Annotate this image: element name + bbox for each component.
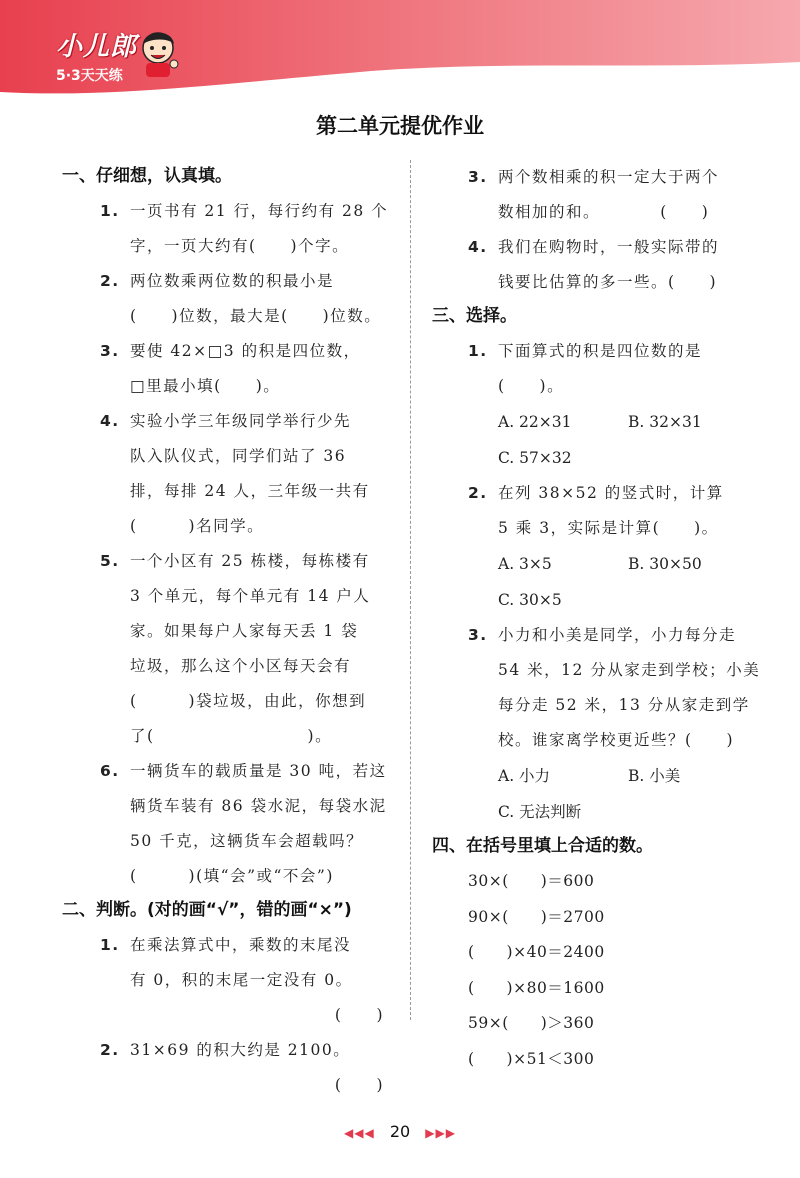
fill-item: ( )×51＜300 [468, 1049, 595, 1068]
left-column [62, 160, 394, 1103]
option-a: A. 22×31 [498, 413, 572, 431]
section-1-heading: 一、仔细想，认真填。 [62, 166, 232, 186]
question-line: 钱要比估算的多一些。( ) [498, 273, 718, 291]
question-line: ( )(填“会”或“不会”) [130, 867, 334, 885]
page-number: 20 [389, 1122, 411, 1141]
options-3-3 [432, 758, 760, 830]
question-line: 54 米，12 分从家走到学校；小美 [498, 661, 761, 679]
question-line: 辆货车装有 86 袋水泥，每袋水泥 [130, 797, 387, 815]
option-c: C. 无法判断 [498, 803, 582, 821]
option-a: A. 小力 [498, 767, 551, 785]
question-line: 50 千克，这辆货车会超载吗？ [130, 832, 364, 850]
question-line: 小力和小美是同学，小力每分走 [498, 626, 737, 644]
question-number: 2. [468, 484, 488, 502]
question-number: 2. [100, 1041, 120, 1059]
question-number: 6. [100, 762, 120, 780]
question-2-4 [432, 230, 760, 300]
question-line: 在乘法算式中，乘数的末尾没 [130, 936, 352, 954]
section-2-heading: 二、判断。(对的画“√”，错的画“×”) [62, 900, 352, 920]
left-arrows-icon: ◀◀◀ [344, 1126, 375, 1140]
option-b: B. 32×31 [628, 413, 702, 431]
question-line: 实验小学三年级同学举行少先 [130, 412, 352, 430]
question-line: ( )位数，最大是( )位数。 [130, 307, 382, 325]
question-3-2 [432, 476, 760, 546]
answer-paren: ( ) [334, 1006, 384, 1024]
question-3-3 [432, 618, 760, 758]
question-line: 31×69 的积大约是 2100。 [130, 1041, 351, 1059]
question-1-4 [62, 404, 394, 544]
question-line: 字，一页大约有( )个字。 [130, 237, 350, 255]
question-3-1 [432, 334, 760, 404]
question-line: 一页书有 21 行，每行约有 28 个 [130, 202, 389, 220]
brand-title: 小儿郎 [56, 32, 138, 62]
fill-item: 30×( )＝600 [468, 872, 595, 890]
question-line: ( )。 [498, 377, 565, 395]
question-line: 数相加的和。 ( ) [498, 203, 710, 221]
section-4-heading: 四、在括号里填上合适的数。 [432, 836, 653, 856]
question-number: 5. [100, 552, 120, 570]
question-line: 了( )。 [130, 727, 333, 745]
question-line: 垃圾，那么这个小区每天会有 [130, 657, 352, 675]
fill-item: 59×( )＞360 [468, 1014, 595, 1032]
right-column [432, 160, 760, 1077]
page-footer [0, 1122, 800, 1141]
question-number: 4. [468, 238, 488, 256]
question-1-6 [62, 754, 394, 894]
question-line: 两个数相乘的积一定大于两个 [498, 168, 720, 186]
question-number: 3. [468, 168, 488, 186]
brand-subtitle: 5·3天天练 [56, 68, 123, 84]
question-line: 两位数乘两位数的积最小是 [130, 272, 335, 290]
question-line: 一辆货车的载质量是 30 吨，若这 [130, 762, 387, 780]
question-line: ( )袋垃圾，由此，你想到 [130, 692, 367, 710]
mascot-boy-icon [138, 26, 180, 78]
question-1-5 [62, 544, 394, 754]
question-line: 在列 38×52 的竖式时，计算 [498, 484, 724, 502]
answer-paren: ( ) [334, 1076, 384, 1094]
fill-item: ( )×80＝1600 [468, 978, 605, 997]
right-arrows-icon: ▶▶▶ [425, 1126, 456, 1140]
question-line: 3 个单元，每个单元有 14 户人 [130, 587, 371, 605]
question-line: 有 0，积的末尾一定没有 0。 [130, 971, 353, 989]
question-1-3 [62, 334, 394, 404]
question-line: □里最小填( )。 [130, 377, 281, 395]
option-b: B. 小美 [628, 767, 681, 785]
question-number: 3. [468, 626, 488, 644]
fill-item: 90×( )＝2700 [468, 907, 605, 926]
question-number: 1. [468, 342, 488, 360]
question-line: 一个小区有 25 栋楼，每栋楼有 [130, 552, 370, 570]
question-line: 校。谁家离学校更近些？( ) [498, 731, 735, 749]
question-1-2 [62, 264, 394, 334]
options-3-1 [432, 404, 760, 476]
question-line: 我们在购物时，一般实际带的 [498, 238, 720, 256]
question-line: 下面算式的积是四位数的是 [498, 342, 703, 360]
question-line: 每分走 52 米，13 分从家走到学 [498, 696, 750, 714]
question-number: 1. [100, 936, 120, 954]
option-a: A. 3×5 [498, 555, 552, 573]
option-b: B. 30×50 [628, 555, 702, 573]
column-divider [410, 160, 411, 1020]
question-number: 1. [100, 202, 120, 220]
question-2-1 [62, 928, 394, 1033]
fill-item: ( )×40＝2400 [468, 943, 605, 961]
question-number: 2. [100, 272, 120, 290]
option-c: C. 30×5 [498, 591, 562, 609]
question-line: 队入队仪式，同学们站了 36 [130, 447, 347, 465]
brand-logo [56, 26, 137, 85]
section-3-heading: 三、选择。 [432, 306, 517, 326]
question-number: 3. [100, 342, 120, 360]
question-2-2 [62, 1033, 394, 1103]
option-c: C. 57×32 [498, 449, 572, 467]
question-line: ( )名同学。 [130, 517, 265, 535]
options-3-2 [432, 546, 760, 618]
page-title: 第二单元提优作业 [316, 114, 484, 138]
question-line: 5 乘 3，实际是计算( )。 [498, 519, 719, 537]
question-line: 要使 42×□3 的积是四位数， [130, 342, 361, 360]
question-line: 排，每排 24 人，三年级一共有 [130, 482, 370, 500]
question-line: 家。如果每户人家每天丢 1 袋 [130, 622, 359, 640]
question-number: 4. [100, 412, 120, 430]
question-1-1 [62, 194, 394, 264]
question-2-3 [432, 160, 760, 230]
